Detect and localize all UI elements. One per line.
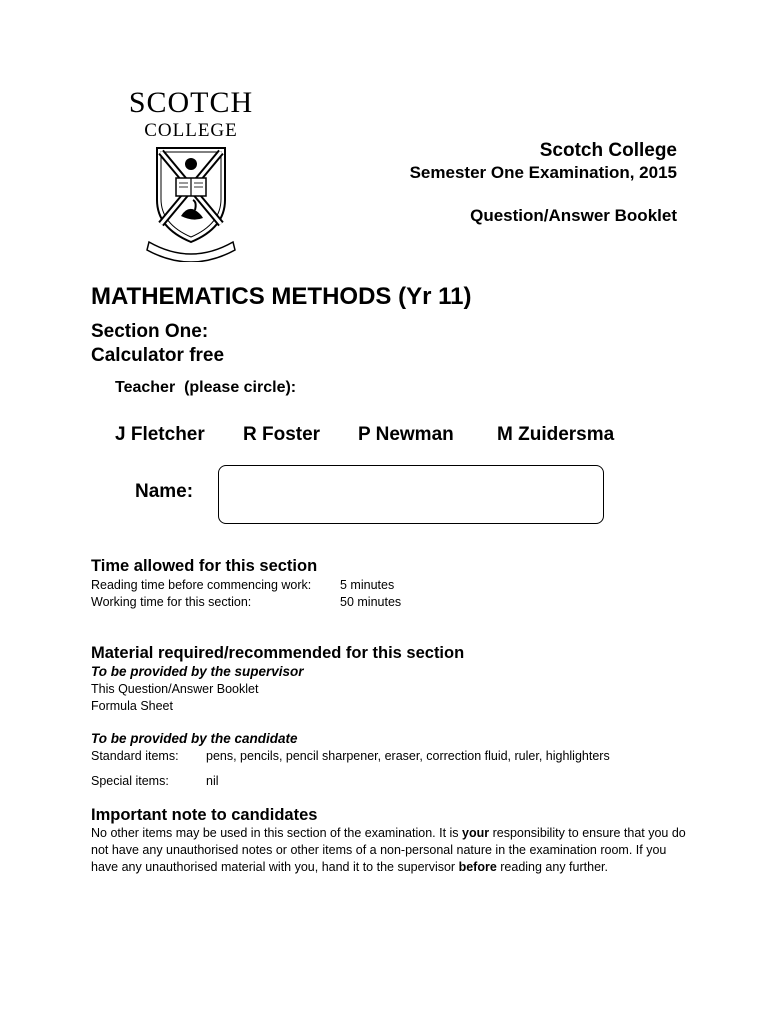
name-label: Name: [135, 481, 194, 502]
note-paragraph [91, 825, 691, 876]
note-heading: Important note to candidates [91, 806, 318, 824]
standard-items-label: Standard items: [91, 749, 179, 763]
school-logo [126, 86, 256, 262]
subject-title: MATHEMATICS METHODS (Yr 11) [91, 283, 472, 310]
candidate-heading: To be provided by the candidate [91, 731, 298, 746]
note-emphasis: your [462, 826, 490, 840]
note-text: reading any further. [496, 860, 608, 874]
reading-time-value: 5 minutes [340, 578, 395, 592]
teacher-option[interactable]: J Fletcher [115, 424, 205, 445]
working-time-value: 50 minutes [340, 595, 402, 609]
supervisor-item: Formula Sheet [91, 699, 173, 713]
note-text: responsibility to ensure that you do not have any unauthorised notes or other items of a non-personal nature in the examination room. If you have any unauthorised material with you, hand it to the supervisor [91, 826, 686, 874]
note-emphasis: before [458, 860, 497, 874]
exam-title: Semester One Examination, 2015 [409, 163, 677, 182]
teacher-label: Teacher (please circle): [115, 379, 297, 396]
teacher-option[interactable]: R Foster [243, 424, 321, 445]
logo-text-scotch: SCOTCH [128, 86, 254, 119]
material-heading: Material required/recommended for this section [91, 644, 465, 662]
supervisor-item: This Question/Answer Booklet [91, 682, 259, 696]
section-title: Section One: [91, 321, 209, 342]
section-subtitle: Calculator free [91, 345, 225, 366]
special-items-label: Special items: [91, 774, 169, 788]
time-heading: Time allowed for this section [91, 557, 318, 575]
logo-text-college: COLLEGE [144, 120, 238, 141]
reading-time-label: Reading time before commencing work: [91, 578, 312, 592]
standard-items-value: pens, pencils, pencil sharpener, eraser, correction fluid, ruler, highlighters [206, 749, 610, 763]
booklet-title: Question/Answer Booklet [470, 206, 677, 225]
note-text: No other items may be used in this section of the examination. It is [91, 826, 463, 840]
school-name: Scotch College [539, 140, 677, 161]
teacher-option[interactable]: P Newman [358, 424, 454, 445]
special-items-value: nil [206, 774, 219, 788]
supervisor-heading: To be provided by the supervisor [91, 664, 304, 679]
working-time-label: Working time for this section: [91, 595, 252, 609]
name-field[interactable] [218, 465, 604, 524]
crest-icon [143, 144, 239, 262]
teacher-option[interactable]: M Zuidersma [497, 424, 615, 445]
